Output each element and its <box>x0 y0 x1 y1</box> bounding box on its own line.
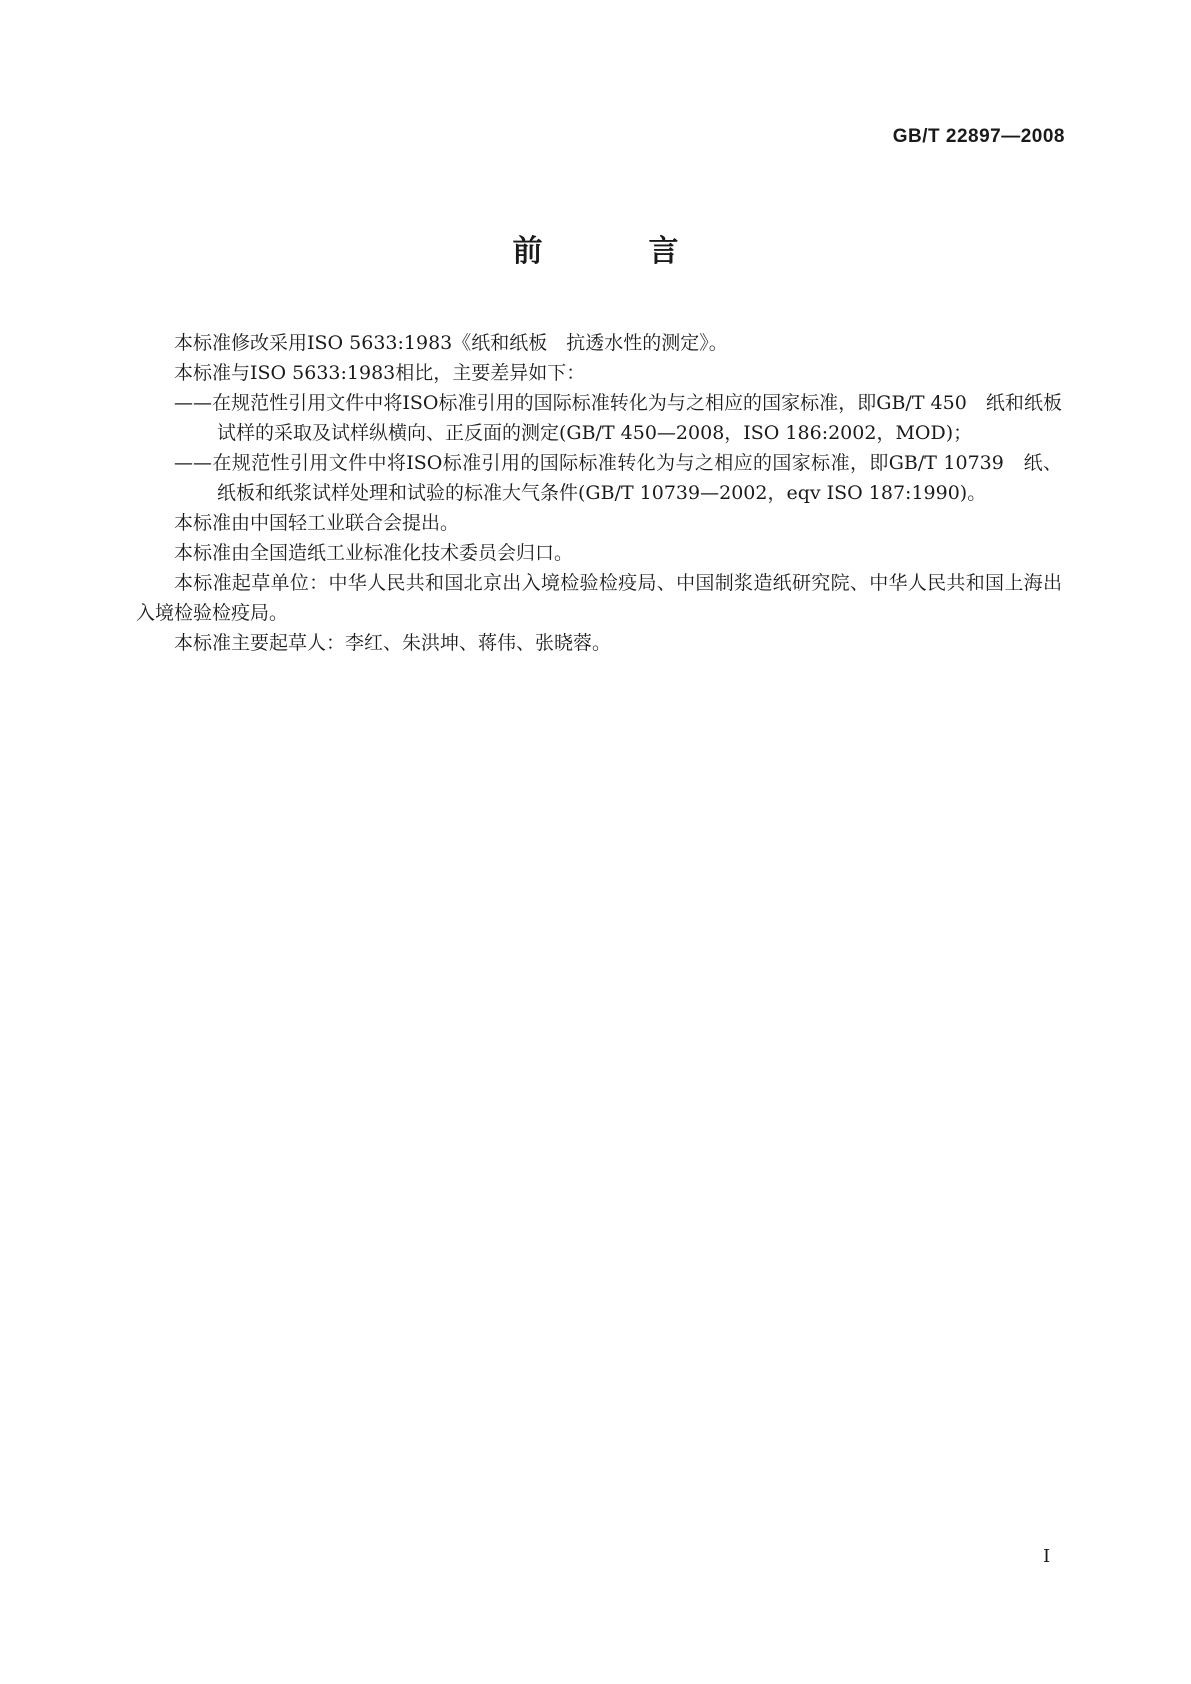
paragraph-administrator: 本标准由全国造纸工业标准化技术委员会归口。 <box>174 542 574 564</box>
paragraph-adoption: 本标准修改采用ISO 5633:1983《纸和纸板 抗透水性的测定》。 <box>174 332 728 354</box>
list-item-difference-1: ——在规范性引用文件中将ISO标准引用的国际标准转化为与之相应的国家标准，即GB/T 450 纸和纸板 试样的采取及试样纵横向、正反面的测定(GB/T 450—2008，ISO 186:2002，MOD)； <box>174 392 1082 444</box>
list-item-difference-2: ——在规范性引用文件中将ISO标准引用的国际标准转化为与之相应的国家标准，即GB/T 10739 纸、纸板和纸浆试样处理和试验的标准大气条件(GB/T 10739—2002，eqv ISO 187:1990)。 <box>174 452 1062 504</box>
paragraph-drafters: 本标准主要起草人：李红、朱洪坤、蒋伟、张晓蓉。 <box>174 632 612 654</box>
standard-number: GB/T 22897—2008 <box>892 126 1065 147</box>
paragraph-proposer: 本标准由中国轻工业联合会提出。 <box>174 512 460 534</box>
page-title: 前 言 <box>512 234 717 269</box>
paragraph-differences-intro: 本标准与ISO 5633:1983相比，主要差异如下： <box>174 362 586 384</box>
foreword-body <box>136 328 1082 658</box>
page-number: I <box>1043 1546 1051 1567</box>
paragraph-drafting-units: 本标准起草单位：中华人民共和国北京出入境检验检疫局、中国制浆造纸研究院、中华人民共和国上海出入境检验检疫局。 <box>136 572 1062 624</box>
